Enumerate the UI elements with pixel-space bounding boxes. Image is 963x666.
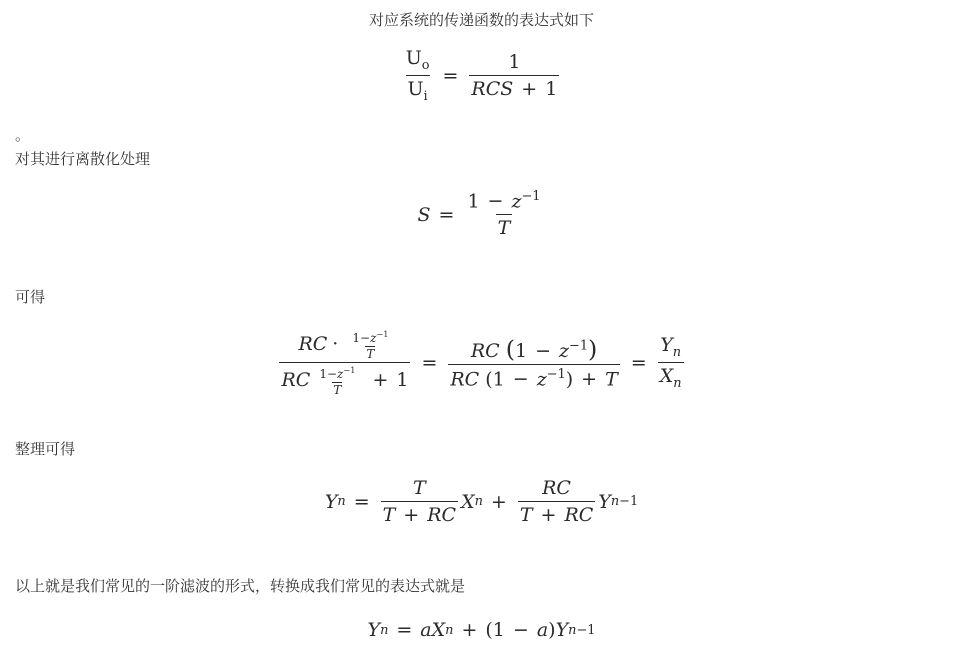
equation-substitution: RC · $\frac{1-z^{-1}}{T}$ RC $\frac{1-z^{-1}}{T}$ + 1 = $\frac{RC (1 - z^{-1})}{RC (1 - z^{-1}) + T}$ = $\frac{Y_n}{X_n}$ [281,329,682,397]
equation-filter-form: Y n = $\frac{T}{T + RC}$ X n + $\frac{RC}{T + RC}$ Y n−1 [324,477,639,526]
obtain-text: 可得 [15,288,46,306]
arrange-text: 整理可得 [15,440,76,458]
period-text: 。 [15,126,31,144]
intro-text: 对应系统的传递函数的表达式如下 [368,11,594,29]
equation-discretization: S = $\frac{1 - z^{-1}}{T}$ [417,189,541,240]
equation-transfer-function: $\frac{U_o}{U_i}$ = $\frac{1}{\text{RCS + 1}}$ [405,47,558,104]
conclusion-text: 以上就是我们常见的一阶滤波的形式，转换成我们常见的表达式就是 [15,577,466,595]
equation-first-order-filter: Y n = aX n + (1 − a ) Y n−1 [367,619,596,641]
discretize-text: 对其进行离散化处理 [15,150,151,168]
